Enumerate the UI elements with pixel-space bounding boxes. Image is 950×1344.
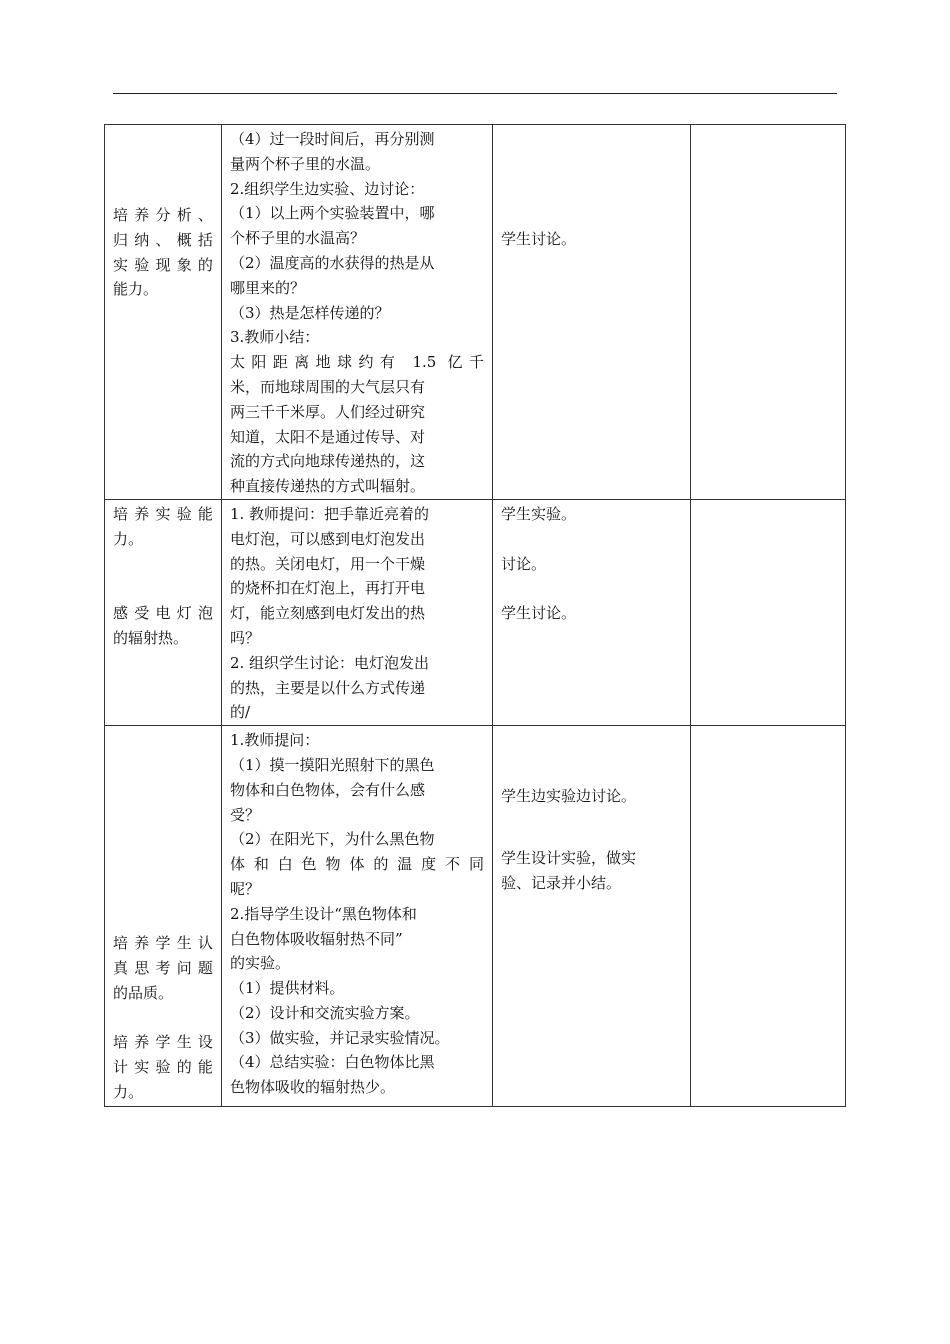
teacher-line: 知道，太阳不是通过传导、对 (229, 427, 425, 446)
teacher-activity-cell (221, 125, 492, 500)
teacher-line: 哪里来的？ (229, 278, 305, 297)
goal-line: 实验现象的 (113, 255, 213, 274)
student-line: 验、记录并小结。 (500, 873, 621, 892)
goal-line: 培养分析、 (113, 206, 213, 224)
goal-cell (105, 726, 222, 1107)
teacher-line: （2）温度高的水获得的热是从 (229, 253, 435, 272)
student-line: 学生实验。 (500, 504, 576, 523)
teacher-line: 的烧杯扣在灯泡上，再打开电 (229, 579, 425, 598)
teacher-line: 2.组织学生边实验、边讨论： (229, 179, 425, 198)
goal-line: 真思考问题 (113, 958, 213, 977)
student-line: 学生设计实验，做实 (500, 848, 636, 867)
teacher-line: （4）总结实验：白色物体比黑 (229, 1053, 435, 1072)
goal-line: 的品质。 (113, 983, 174, 1002)
teacher-line: 的/ (229, 703, 250, 722)
teacher-line: 1. 教师提问：把手靠近亮着的 (229, 504, 430, 523)
student-line: 学生讨论。 (500, 230, 576, 248)
teacher-line: 呢？ (229, 879, 260, 898)
teacher-line: 太阳距离地球约有 1.5 亿千 (229, 353, 484, 372)
teacher-line: 2. 组织学生讨论：电灯泡发出 (229, 653, 430, 672)
teacher-line: （1）提供材料。 (229, 979, 345, 998)
student-line: 学生讨论。 (500, 604, 576, 623)
notes-cell (690, 125, 845, 500)
teacher-line: 吗？ (229, 628, 260, 647)
teacher-line: （1）摸一摸阳光照射下的黑色 (229, 755, 435, 774)
goal-line: 计实验的能 (113, 1058, 213, 1077)
spacer (501, 576, 682, 601)
notes-cell (690, 726, 845, 1107)
teacher-line: 灯，能立刻感到电灯发出的热 (229, 604, 425, 623)
teacher-line: （2）在阳光下，为什么黑色物 (229, 830, 435, 849)
teacher-line: 个杯子里的水温高？ (229, 229, 365, 248)
teacher-line: 的热，主要是以什么方式传递 (229, 678, 425, 697)
student-activity-cell (492, 499, 690, 725)
goal-line: 感受电灯泡 (113, 604, 213, 623)
teacher-line: 的实验。 (229, 954, 290, 973)
table-row (105, 125, 846, 500)
teacher-line: 流的方式向地球传递热的，这 (229, 452, 425, 471)
goal-cell (105, 499, 222, 725)
teacher-line: （2）设计和交流实验方案。 (229, 1003, 420, 1022)
goal-line: 力。 (113, 529, 144, 548)
teacher-line: （1）以上两个实验装置中，哪 (229, 204, 435, 223)
student-activity-cell (492, 726, 690, 1107)
teacher-line: （3）热是怎样传递的？ (229, 303, 390, 322)
teacher-line: （3）做实验，并记录实验情况。 (229, 1028, 450, 1047)
teacher-line: 体和白色物体的温度不同 (229, 855, 484, 874)
student-line: 学生边实验边讨论。 (500, 787, 636, 806)
header-rule (113, 93, 837, 94)
teacher-line: 白色物体吸收辐射热不同” (229, 929, 403, 948)
teacher-line: 两三千千米厚。人们经过研究 (229, 402, 425, 421)
teacher-line: 色物体吸收的辐射热少。 (229, 1078, 395, 1097)
teacher-activity-cell (221, 726, 492, 1107)
spacer (113, 552, 213, 577)
goal-line: 能力。 (113, 280, 159, 299)
teacher-line: 的热。关闭电灯，用一个干燥 (229, 554, 425, 573)
goal-line: 培养实验能 (113, 504, 213, 523)
teacher-line: 3.教师小结： (229, 328, 320, 347)
teacher-line: 物体和白色物体，会有什么感 (229, 780, 425, 799)
teacher-line: 受？ (229, 805, 260, 824)
teacher-line: 电灯泡，可以感到电灯泡发出 (229, 529, 425, 548)
teacher-activity-cell (221, 499, 492, 725)
notes-cell (690, 499, 845, 725)
goal-cell (105, 125, 222, 500)
lesson-plan-table (104, 124, 846, 1107)
spacer (501, 809, 682, 834)
teacher-line: 量两个杯子里的水温。 (229, 154, 380, 173)
student-line: 讨论。 (500, 554, 546, 573)
teacher-line: 米，而地球周围的大气层只有 (229, 377, 425, 396)
teacher-line: （4）过一段时间后，再分别测 (229, 130, 435, 148)
teacher-line: 种直接传递热的方式叫辐射。 (229, 477, 425, 496)
goal-line: 培养学生设 (113, 1033, 213, 1052)
spacer (501, 527, 682, 552)
spacer (113, 1006, 213, 1031)
goal-line: 培养学生认 (113, 934, 213, 953)
table-row (105, 499, 846, 725)
student-activity-cell (492, 125, 690, 500)
goal-line: 归纳、概括 (113, 230, 213, 249)
goal-line: 的辐射热。 (113, 628, 189, 647)
goal-line: 力。 (113, 1082, 144, 1101)
teacher-line: 2.指导学生设计“黑色物体和 (229, 904, 417, 923)
spacer (113, 576, 213, 601)
teacher-line: 1.教师提问： (229, 731, 320, 750)
table-row (105, 726, 846, 1107)
